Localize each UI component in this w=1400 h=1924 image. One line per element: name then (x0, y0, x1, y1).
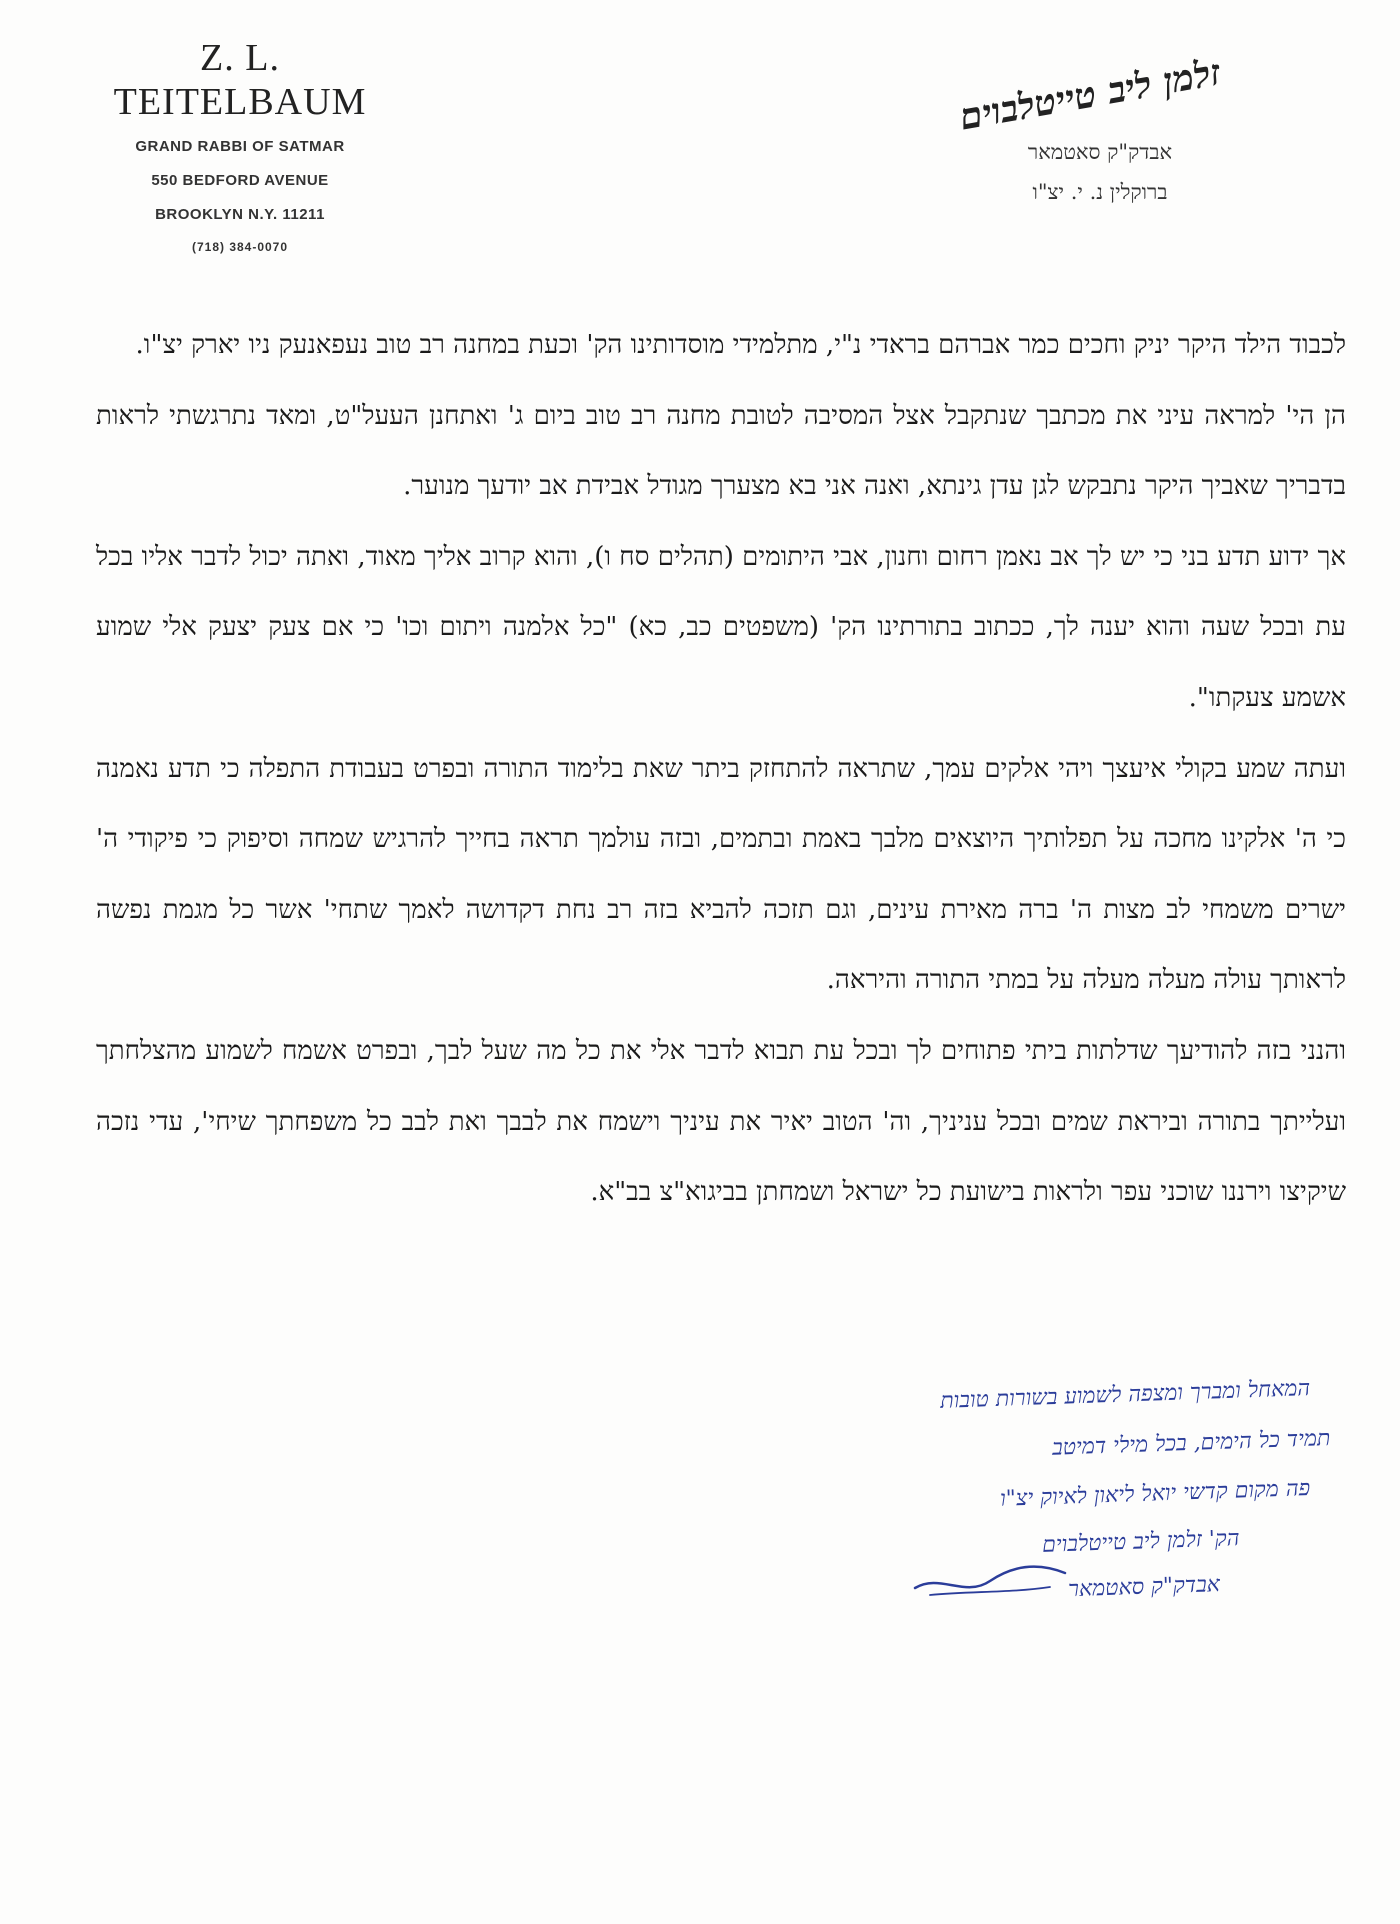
signature-flourish-icon (910, 1543, 1070, 1603)
paragraph-closing: והנני בזה להודיעך שדלתות ביתי פתוחים לך ובכל עת תבוא לדבר אלי את כל מה שעל לבך, ובפרט אשמח לשמוע מהצלחתך ועלייתך בתורה וביראת שמים ובכל עניניך, וה' הטוב יאיר את עיניך וישמח את לבבך ואת לבב כל משפחתך שיחי', עדי נזכה שיקיצו וירננו שוכני עפר ולראות בישועת כל ישראל ושמחתן בביגוא"צ בב"א. (96, 1035, 1346, 1208)
paragraph-condolence: הן הי' למראה עיני את מכתבך שנתקבל אצל המסיבה לטובת מחנה רב טוב ביום ג' ואתחנן העעל"ט, ומאד נתרגשתי לראות בדבריך שאביך היקר נתבקש לגן עדן גינתא, ואנה אני בא מצערך מגודל אבידת אב יודעך מנוער. (96, 400, 1346, 502)
handwritten-signature: הק' זלמן ליב טייטלבוים (1042, 1526, 1241, 1558)
handwritten-line: תמיד כל הימים, בכל מילי דמיטב (1051, 1426, 1331, 1461)
handwritten-postscript (480, 1375, 1350, 1605)
rabbi-name-english: Z. L. TEITELBAUM (113, 37, 367, 123)
letterhead-english (70, 36, 410, 271)
city-hebrew: ברוקלין נ. י. יצ"ו (1032, 180, 1168, 204)
paragraph-greeting: לכבוד הילד היקר יניק וחכים כמר אברהם בראדי נ"י, מתלמידי מוסדותינו הק' וכעת במחנה רב טוב נעפאנעק ניו יארק יצ"ו. (135, 330, 1346, 360)
letter-body (96, 310, 1346, 1228)
rabbi-title-hebrew: אבדק"ק סאטמאר (1027, 140, 1173, 164)
paragraph-advice: ועתה שמע בקולי איעצך ויהי אלקים עמך, שתראה להתחזק ביתר שאת בלימוד התורה ובפרט בעבודת התפלה כי תדע נאמנה כי ה' אלקינו מחכה על תפלותיך היוצאים מלבך באמת ובתמים, ובזה עולמך תראה בחייך להרגיש שמחה וסיפוק כי פיקודי ה' ישרים משמחי לב מצות ה' ברה מאירת עינים, וגם תזכה להביא בזה רב נחת דקדושה לאמך שתחי' אשר כל מגמת נפשה לראותך עולה מעלה מעלה על במתי התורה והיראה. (96, 753, 1346, 996)
address-line-1: 550 BEDFORD AVENUE (151, 172, 329, 189)
letterhead-hebrew (880, 40, 1300, 220)
phone-number: (718) 384-0070 (191, 240, 289, 254)
handwritten-line: פה מקום קדשי יואל ליאון לאיוק יצ"ו (999, 1476, 1311, 1512)
handwritten-signature-title: אבדק"ק סאטמאר (1067, 1572, 1221, 1603)
paragraph-comfort: אך ידוע תדע בני כי יש לך אב נאמן רחום וחנון, אבי היתומים (תהלים סח ו), והוא קרוב אליך מאוד, ואתה יכול לדבר אליו בכל עת ובכל שעה והוא יענה לך, ככתוב בתורתינו הק' (משפטים כב, כא) "כל אלמנה ויתום וכו' כי אם צעק יצעק אלי שמוע אשמע צעקתו". (96, 541, 1346, 713)
rabbi-name-hebrew: זלמן ליב טייטלבוים (956, 51, 1224, 139)
handwritten-line: המאחל ומברך ומצפה לשמוע בשורות טובות (939, 1376, 1311, 1414)
address-line-2: BROOKLYN N.Y. 11211 (155, 206, 325, 223)
rabbi-title-english: GRAND RABBI OF SATMAR (135, 138, 345, 155)
